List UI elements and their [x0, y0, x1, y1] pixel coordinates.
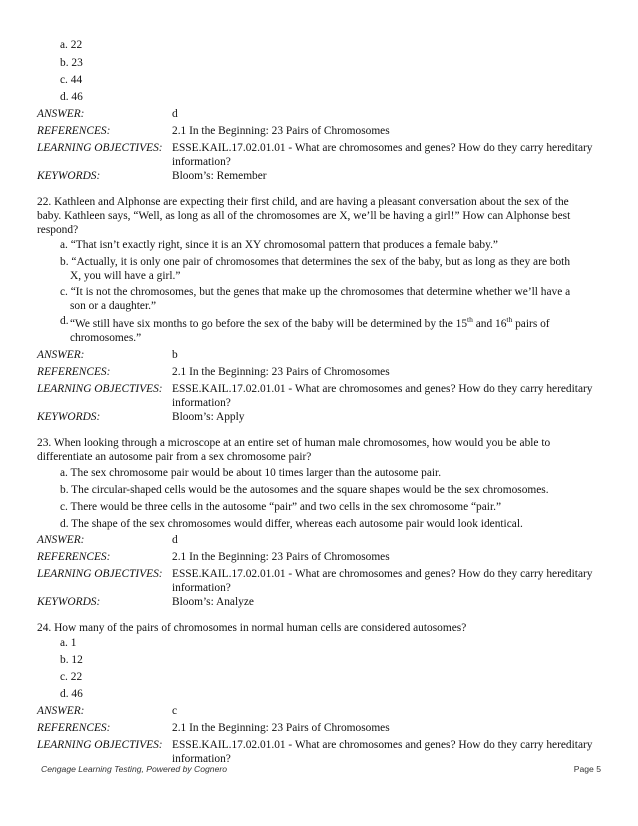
- q22-option-d-line-2: chromosomes.”: [70, 332, 142, 344]
- q22-option-d-sup-2: th: [506, 315, 513, 324]
- q23-answer-label: ANSWER:: [37, 534, 85, 546]
- q22-option-d-prefix: d.: [60, 315, 69, 327]
- q24-objectives-label: LEARNING OBJECTIVES:: [37, 739, 163, 751]
- q22-option-d-text-3: pairs of: [512, 318, 550, 330]
- q23-objectives-line-2: information?: [172, 582, 231, 594]
- q21-option-c: c. 44: [60, 74, 83, 86]
- q22-answer-value: b: [172, 349, 178, 361]
- q22-references-value: 2.1 In the Beginning: 23 Pairs of Chromosomes: [172, 366, 390, 378]
- q22-objectives-line-1: ESSE.KAIL.17.02.01.01 - What are chromosomes and genes? How do they carry hereditary: [172, 383, 593, 395]
- q22-objectives-line-2: information?: [172, 397, 231, 409]
- q22-stem-line-1: 22. Kathleen and Alphonse are expecting their first child, and are having a pleasant conversation about the sex of the: [37, 196, 569, 208]
- q23-option-d: d. The shape of the sex chromosomes would differ, whereas each autosome pair would look identical.: [60, 518, 523, 530]
- q22-option-c-line-1: c. “It is not the chromosomes, but the genes that make up the chromosomes that determine whether we’ll have a: [60, 286, 571, 298]
- q24-answer-value: c: [172, 705, 178, 717]
- q23-stem-line-2: differentiate an autosome pair from a sex chromosome pair?: [37, 451, 312, 463]
- q21-option-b: b. 23: [60, 57, 83, 69]
- q23-keywords-value: Bloom’s: Analyze: [172, 596, 254, 608]
- q22-option-d-line-1: [70, 317, 550, 331]
- q24-answer-label: ANSWER:: [37, 705, 85, 717]
- q21-answer-value: d: [172, 108, 178, 120]
- q21-objectives-line-2: information?: [172, 156, 231, 168]
- footer-page-number: Page 5: [573, 764, 601, 774]
- q23-references-label: REFERENCES:: [37, 551, 111, 563]
- q23-answer-value: d: [172, 534, 178, 546]
- q21-option-a: a. 22: [60, 39, 83, 51]
- q22-references-label: REFERENCES:: [37, 366, 111, 378]
- q22-option-d-text-2: and 16: [472, 318, 507, 330]
- q21-objectives-label: LEARNING OBJECTIVES:: [37, 142, 163, 154]
- q21-references-label: REFERENCES:: [37, 125, 111, 137]
- q22-answer-label: ANSWER:: [37, 349, 85, 361]
- footer-source: Cengage Learning Testing, Powered by Cognero: [41, 764, 228, 774]
- q22-keywords-label: KEYWORDS:: [37, 411, 101, 423]
- q23-keywords-label: KEYWORDS:: [37, 596, 101, 608]
- q24-references-label: REFERENCES:: [37, 722, 111, 734]
- q22-option-b-line-1: b. “Actually, it is only one pair of chromosomes that determines the sex of the baby, but as long as they are both: [60, 256, 571, 268]
- q24-option-c: c. 22: [60, 671, 83, 683]
- q22-option-b-line-2: X, you will have a girl.”: [70, 270, 181, 282]
- q24-objectives-line-1: ESSE.KAIL.17.02.01.01 - What are chromosomes and genes? How do they carry hereditary: [172, 739, 593, 751]
- q21-answer-label: ANSWER:: [37, 108, 85, 120]
- q22-keywords-value: Bloom’s: Apply: [172, 411, 245, 423]
- q22-objectives-label: LEARNING OBJECTIVES:: [37, 383, 163, 395]
- q23-objectives-line-1: ESSE.KAIL.17.02.01.01 - What are chromosomes and genes? How do they carry hereditary: [172, 568, 593, 580]
- q23-references-value: 2.1 In the Beginning: 23 Pairs of Chromosomes: [172, 551, 390, 563]
- q23-stem-line-1: 23. When looking through a microscope at an entire set of human male chromosomes, how would you be able to: [37, 437, 551, 449]
- q23-option-a: a. The sex chromosome pair would be about 10 times larger than the autosome pair.: [60, 467, 442, 479]
- q24-option-a: a. 1: [60, 637, 77, 649]
- q24-option-b: b. 12: [60, 654, 83, 666]
- q22-option-c-line-2: son or a daughter.”: [70, 300, 157, 312]
- q22-option-d-text-1: “We still have six months to go before the sex of the baby will be determined by the 15: [70, 318, 468, 330]
- q23-option-b: b. The circular-shaped cells would be the autosomes and the square shapes would be the sex chromosomes.: [60, 484, 549, 496]
- q21-objectives-line-1: ESSE.KAIL.17.02.01.01 - What are chromosomes and genes? How do they carry hereditary: [172, 142, 593, 154]
- q24-objectives-line-2: information?: [172, 753, 231, 765]
- q21-keywords-label: KEYWORDS:: [37, 170, 101, 182]
- q22-stem-line-2: baby. Kathleen says, “Well, as long as all of the chromosomes are X, we’ll be having a girl!” How can Alphonse best: [37, 210, 571, 222]
- q22-option-d-sup-1: th: [467, 315, 473, 324]
- q24-option-d: d. 46: [60, 688, 83, 700]
- q22-option-a: a. “That isn’t exactly right, since it is an XY chromosomal pattern that produces a female baby.”: [60, 239, 498, 251]
- q22-stem-line-3: respond?: [37, 224, 79, 236]
- q24-references-value: 2.1 In the Beginning: 23 Pairs of Chromosomes: [172, 722, 390, 734]
- q21-references-value: 2.1 In the Beginning: 23 Pairs of Chromosomes: [172, 125, 390, 137]
- q23-objectives-label: LEARNING OBJECTIVES:: [37, 568, 163, 580]
- q21-option-d: d. 46: [60, 91, 83, 103]
- q24-stem: 24. How many of the pairs of chromosomes in normal human cells are considered autosomes?: [37, 622, 467, 634]
- q21-keywords-value: Bloom’s: Remember: [172, 170, 267, 182]
- q23-option-c: c. There would be three cells in the autosome “pair” and two cells in the sex chromosome “pair.”: [60, 501, 502, 513]
